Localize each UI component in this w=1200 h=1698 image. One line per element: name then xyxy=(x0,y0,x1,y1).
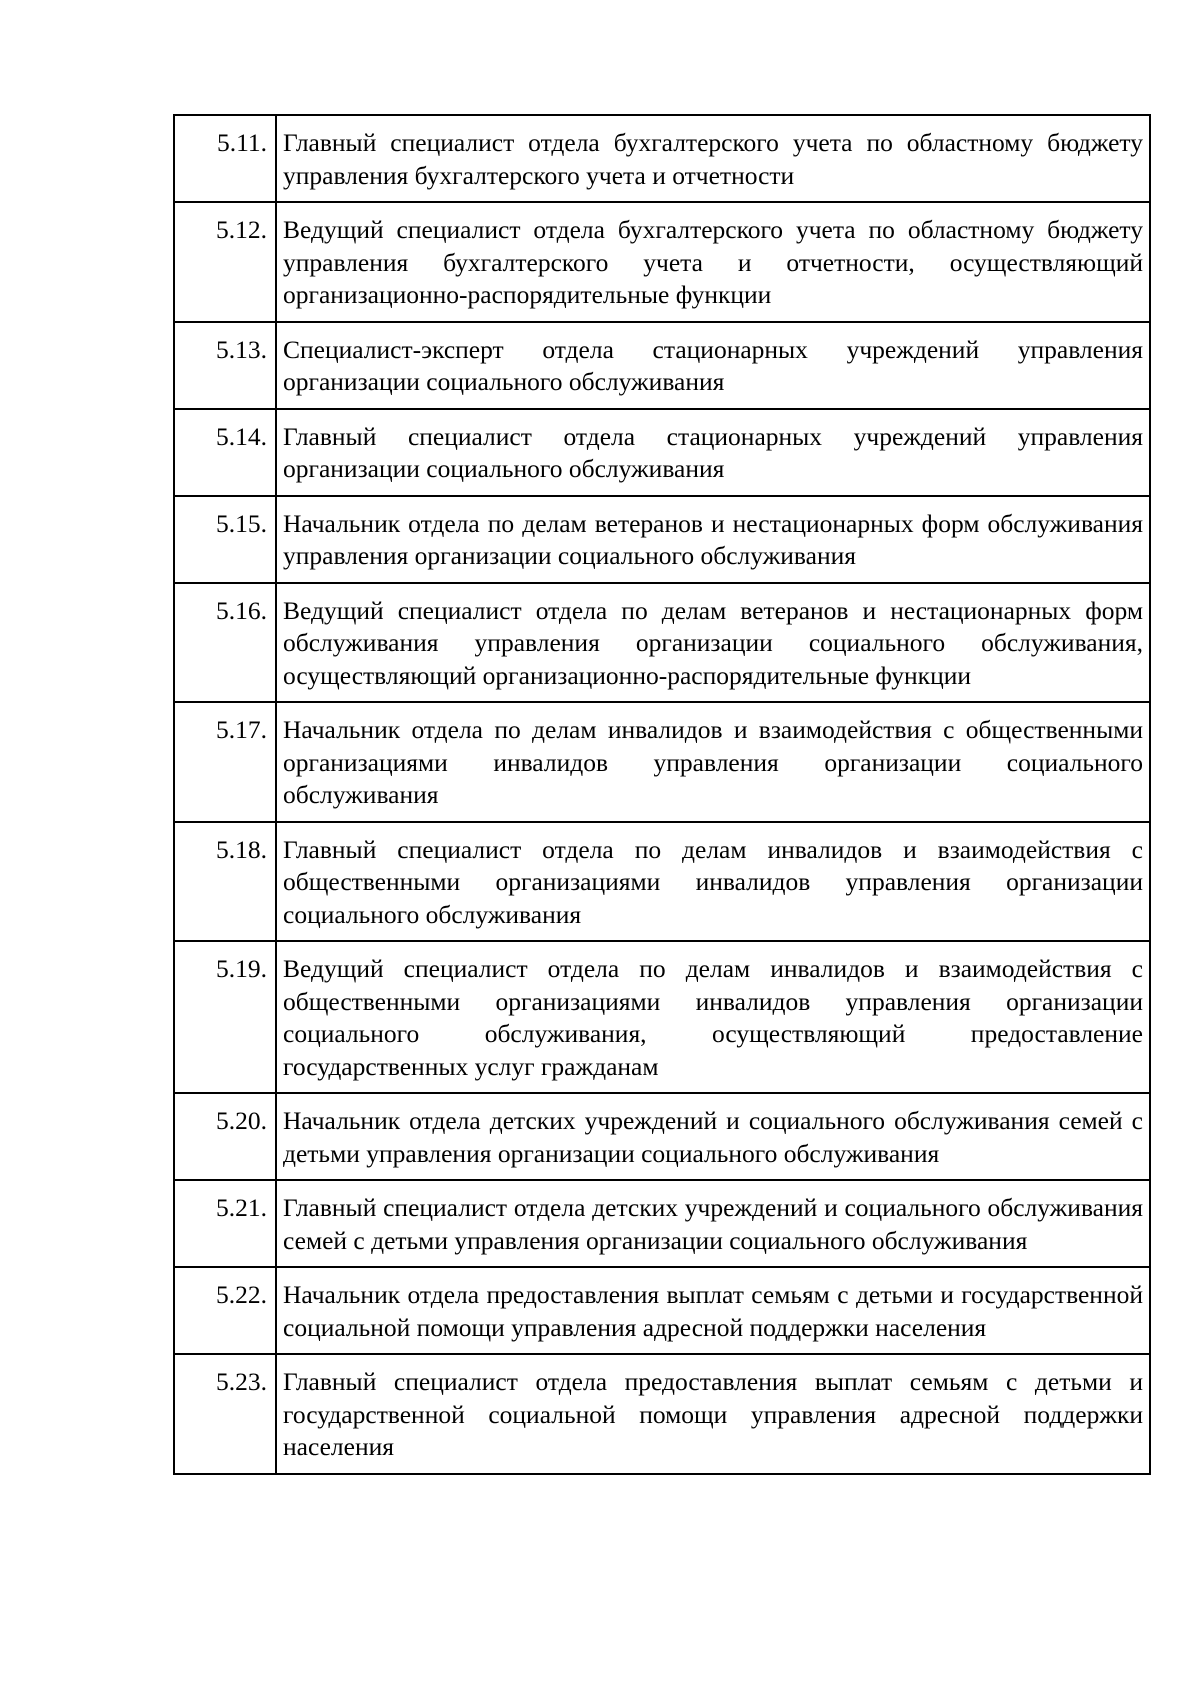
table-row xyxy=(174,822,1150,942)
row-number: 5.12. xyxy=(174,202,276,322)
position-title: Начальник отдела предоставления выплат семьям с детьми и государственной социальной помощи управления адресной поддержки населения xyxy=(276,1267,1150,1354)
table-row xyxy=(174,1093,1150,1180)
table-row xyxy=(174,322,1150,409)
table-row xyxy=(174,583,1150,703)
row-number: 5.20. xyxy=(174,1093,276,1180)
row-number: 5.13. xyxy=(174,322,276,409)
table-row xyxy=(174,941,1150,1093)
position-title: Специалист-эксперт отдела стационарных учреждений управления организации социального обслуживания xyxy=(276,322,1150,409)
table-row xyxy=(174,702,1150,822)
position-title: Начальник отдела детских учреждений и социального обслуживания семей с детьми управления организации социального обслуживания xyxy=(276,1093,1150,1180)
table-row xyxy=(174,1267,1150,1354)
row-number: 5.15. xyxy=(174,496,276,583)
position-title: Главный специалист отдела детских учреждений и социального обслуживания семей с детьми управления организации социального обслуживания xyxy=(276,1180,1150,1267)
position-title: Начальник отдела по делам инвалидов и взаимодействия с общественными организациями инвалидов управления организации социального обслуживания xyxy=(276,702,1150,822)
table-row xyxy=(174,115,1150,202)
table-row xyxy=(174,1354,1150,1474)
position-title: Главный специалист отдела по делам инвалидов и взаимодействия с общественными организациями инвалидов управления организации социального обслуживания xyxy=(276,822,1150,942)
row-number: 5.14. xyxy=(174,409,276,496)
position-title: Ведущий специалист отдела бухгалтерского учета по областному бюджету управления бухгалтерского учета и отчетности, осуществляющий организационно-распорядительные функции xyxy=(276,202,1150,322)
row-number: 5.17. xyxy=(174,702,276,822)
table-row xyxy=(174,1180,1150,1267)
row-number: 5.16. xyxy=(174,583,276,703)
position-title: Главный специалист отдела предоставления выплат семьям с детьми и государственной социальной помощи управления адресной поддержки населения xyxy=(276,1354,1150,1474)
position-title: Главный специалист отдела стационарных учреждений управления организации социального обслуживания xyxy=(276,409,1150,496)
row-number: 5.18. xyxy=(174,822,276,942)
position-title: Начальник отдела по делам ветеранов и нестационарных форм обслуживания управления организации социального обслуживания xyxy=(276,496,1150,583)
position-title: Ведущий специалист отдела по делам инвалидов и взаимодействия с общественными организациями инвалидов управления организации социального обслуживания, осуществляющий предоставление государственных услуг гражданам xyxy=(276,941,1150,1093)
row-number: 5.21. xyxy=(174,1180,276,1267)
positions-table xyxy=(173,114,1151,1475)
row-number: 5.11. xyxy=(174,115,276,202)
row-number: 5.19. xyxy=(174,941,276,1093)
positions-table-body xyxy=(174,115,1150,1474)
position-title: Главный специалист отдела бухгалтерского учета по областному бюджету управления бухгалтерского учета и отчетности xyxy=(276,115,1150,202)
table-row xyxy=(174,202,1150,322)
row-number: 5.23. xyxy=(174,1354,276,1474)
table-row xyxy=(174,496,1150,583)
table-row xyxy=(174,409,1150,496)
position-title: Ведущий специалист отдела по делам ветеранов и нестационарных форм обслуживания управления организации социального обслуживания, осуществляющий организационно-распорядительные функции xyxy=(276,583,1150,703)
row-number: 5.22. xyxy=(174,1267,276,1354)
